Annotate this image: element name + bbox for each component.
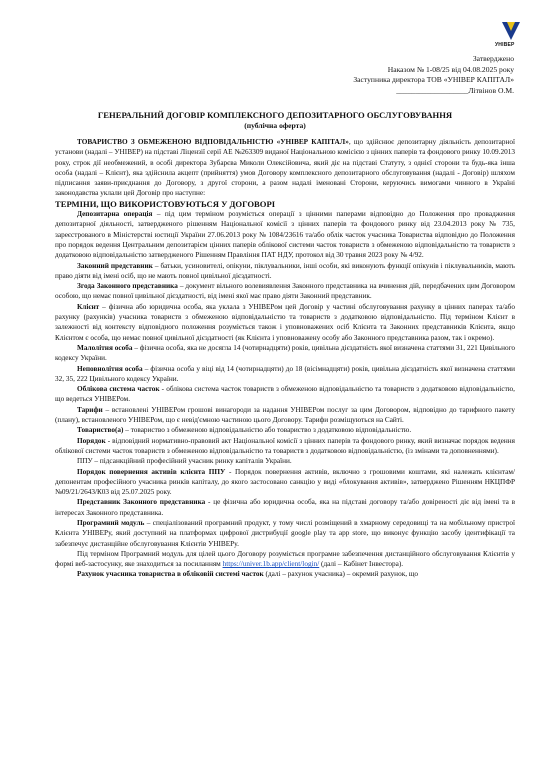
term-definition: – фізична або юридична особа, яка уклала з УНІВЕРом цей Договір у частині обслуговування рахунку в цінних паперах та/або рахунку (рахунків) учасника товариств з обмеженою відповідальністю та товариств з додатковою відповідальністю. Під терміном Клієнт в залежності від контексту відповідного положення розуміється також і уповноважених осіб Клієнта та Законних представників Клієнта, якщо Клієнтом є особа, що немає повної цивільної дієздатності (як Клієнта і уповноважену особу або Законного представника разом, так і окремо).: [55, 302, 515, 342]
term-paragraph: [55, 425, 515, 435]
term-name: Порядок повернення активів клієнта ППУ: [77, 467, 226, 476]
term-definition: - це фізична або юридична особа, яка на підставі договору та/або довіреності діє від імені та в інтересах Законного представника.: [55, 498, 515, 517]
section-title: ТЕРМІНИ, ЩО ВИКОРИСТОВУЮТЬСЯ У ДОГОВОРІ: [55, 198, 276, 209]
term-paragraph: [55, 518, 515, 549]
approval-line: Затверджено: [472, 54, 514, 63]
term-name: Згода Законного представника: [77, 282, 178, 291]
term-paragraph: [55, 209, 515, 260]
investor-cabinet-link[interactable]: https://univer.1b.app/client/login/: [222, 560, 320, 569]
term-definition: ППУ – підсанкційний професійний учасник ринку капіталів України.: [77, 457, 292, 466]
document-subtitle: (публічна оферта): [244, 121, 306, 130]
term-name: Товариство(а): [77, 426, 124, 435]
term-paragraph: [55, 364, 515, 385]
logo-label: УНІВЕР: [495, 42, 515, 48]
term-name: Облікова система часток: [77, 385, 160, 394]
term-name: Законний представник: [77, 261, 153, 270]
term-definition: – спеціалізований програмний продукт, у тому числі розміщений в хмарному середовищі та на мобільному пристрої Клієнта УНІВЕРу, який доступний на платформах цифрової дистрибуції google play та app store, що виконує функцію засобу ідентифікації та забезпечує дистанційне обслуговування Клієнтів УНІВЕРу.: [55, 518, 515, 548]
term-paragraph: [55, 281, 515, 302]
univer-logo-icon: [498, 18, 524, 44]
term-paragraph: [55, 261, 515, 282]
term-paragraph: [55, 436, 515, 457]
term-name: Рахунок учасника товариства в обліковій системі часток: [77, 570, 264, 579]
term-paragraph: [55, 384, 515, 405]
term-name: Клієнт: [77, 302, 100, 311]
term-definition: - облікова система часток товариств з обмеженою відповідальністю та товариств з додатковою відповідальністю, що ведеться УНІВЕРом.: [55, 385, 515, 404]
approval-signature-line: ___________________Літвінов О.М.: [396, 85, 514, 95]
intro-paragraph: [55, 137, 515, 199]
term-name: Представник Законного представника: [77, 498, 206, 507]
term-paragraph: [55, 302, 515, 343]
term-name: Малолітня особа: [77, 343, 133, 352]
term-definition: - відповідний нормативно-правовий акт Національної комісії з цінних паперів та фондового ринку, який визначає порядок ведення облікової системи часток товариств з обмеженою відповідальністю та товариств з додатковою відповідальністю, (із змінами та доповненнями).: [55, 436, 515, 455]
approval-line: Наказом № 1-08/25 від 04.08.2025 року: [387, 64, 514, 74]
term-definition: – встановлені УНІВЕРом грошові винагороди за надання УНІВЕРом послуг за цим Договором, відповідно до тарифного пакету (плану), встановленого УНІВЕРом, що є невід'ємною частиною цього Договору. Тарифи розміщуються на Сайті.: [55, 405, 515, 425]
document-body: [55, 137, 515, 580]
term-paragraph: [55, 456, 515, 466]
module-note-paragraph: [55, 549, 515, 570]
term-name: Порядок: [77, 436, 106, 445]
term-name: Неповнолітня особа: [77, 364, 143, 373]
term-paragraph: [55, 467, 515, 498]
approval-stamp: [353, 54, 514, 96]
term-definition: – під цим терміном розуміється операції з цінними паперами відповідно до Положення про провадження депозитарної діяльності, затвердженого рішенням Національної комісії з цінних паперів та фондового ринку від 23.04.2013 року № 735, зареєстрованого в Міністерстві юстиції України 27.06.2013 року № 1084/23616 та/або облік часток учасника Товариства відповідно до Положення про порядок ведення Центральним депозитарієм цінних паперів облікової системи часток товариств з обмеженою відповідальністю та товариств з додатковою відповідальністю затвердженого Рішенням Правління ПАТ НДУ, протокол від 30 травня 2023 року № 4/92.: [55, 210, 515, 260]
term-paragraph: [55, 405, 515, 426]
term-paragraph: [55, 497, 515, 518]
party-name: ТОВАРИСТВО З ОБМЕЖЕНОЮ ВІДПОВІДАЛЬНІСТЮ «УНІВЕР КАПІТАЛ»: [77, 138, 349, 146]
term-definition: – батьки, усиновителі, опікуни, піклувальники, інші особи, які виконують функції опікунів і піклувальників, мають право діяти від імені осіб, що не мають повної цивільної дієздатності.: [55, 261, 515, 280]
term-definition: – фізична особа, яка не досягла 14 (чотирнадцяти) років, цивільна дієздатність якої визначена статтями 31, 221 Цивільного кодексу України.: [55, 343, 515, 363]
approval-line: Заступника директора ТОВ «УНІВЕР КАПІТАЛ»: [353, 75, 514, 85]
term-definition: – фізична особа у віці від 14 (чотирнадцяти) до 18 (вісімнадцяти) років, цивільна дієздатність якої визначена статтями 32, 35, 222 Цивільного кодексу України.: [55, 364, 515, 383]
intro-text: , що здійснює депозитарну діяльність депозитарної установи (надалі – УНІВЕР) на підставі Ліцензії серії АЕ №263309 виданої Національною комісією з цінних паперів та фондового ринку 10.09.2013 року, строк дії необмежений, в особі директора Зубарєва Миколи Олексійовича, який діє на підставі Статуту, з однієї сторони та будь-яка інша особа (надалі – Клієнт), яка здійснила акцепт (прийняття) умов Договору комплексного депозитарного обслуговування (надалі - Договір) шляхом підписання заяви-приєднання до Договору, з другої сторони, а разом надалі іменовані Сторони, керуючись вимогами чинного в Україні законодавства уклали цей Договір про наступне:: [55, 138, 515, 198]
term-name: Програмний модуль: [77, 518, 145, 527]
document-title: ГЕНЕРАЛЬНИЙ ДОГОВІР КОМПЛЕКСНОГО ДЕПОЗИТАРНОГО ОБСЛУГОВУВАННЯ: [97, 110, 453, 120]
term-paragraph: [55, 343, 515, 364]
module-note-after: (далі – Кабінет Інвестора).: [319, 560, 404, 569]
term-definition: – документ вільного волевиявлення Законного представника на вчинення дій, передбачених цим Договором особою, що немає повної цивільної дієздатності, від імені якої має право діяти Законний представник.: [55, 282, 515, 301]
term-definition: - Порядок повернення активів, включно з грошовими коштами, які належать клієнтам/депонентам професійного учасника ринків капіталу, до якого застосовано санкцію у виді «блокування активів», затверджено Рішенням НКЦПФР №09/21/2643/К03 від 25.07.2025 року.: [55, 467, 515, 497]
module-note-text: Під терміном Програмний модуль для цілей цього Договору розуміється програмне забезпечення дистанційного обслуговування Клієнтів у формі веб-застосунку, яке знаходиться за посиланням: [55, 549, 515, 569]
term-definition: (далі – рахунок учасника) – окремий рахунок, що: [263, 570, 419, 579]
term-name: Тарифи: [77, 405, 103, 414]
term-name: Депозитарна операція: [77, 210, 153, 219]
term-paragraph: [55, 569, 515, 579]
term-definition: – товариство з обмеженою відповідальністю або товариство з додатковою відповідальністю.: [123, 426, 412, 435]
